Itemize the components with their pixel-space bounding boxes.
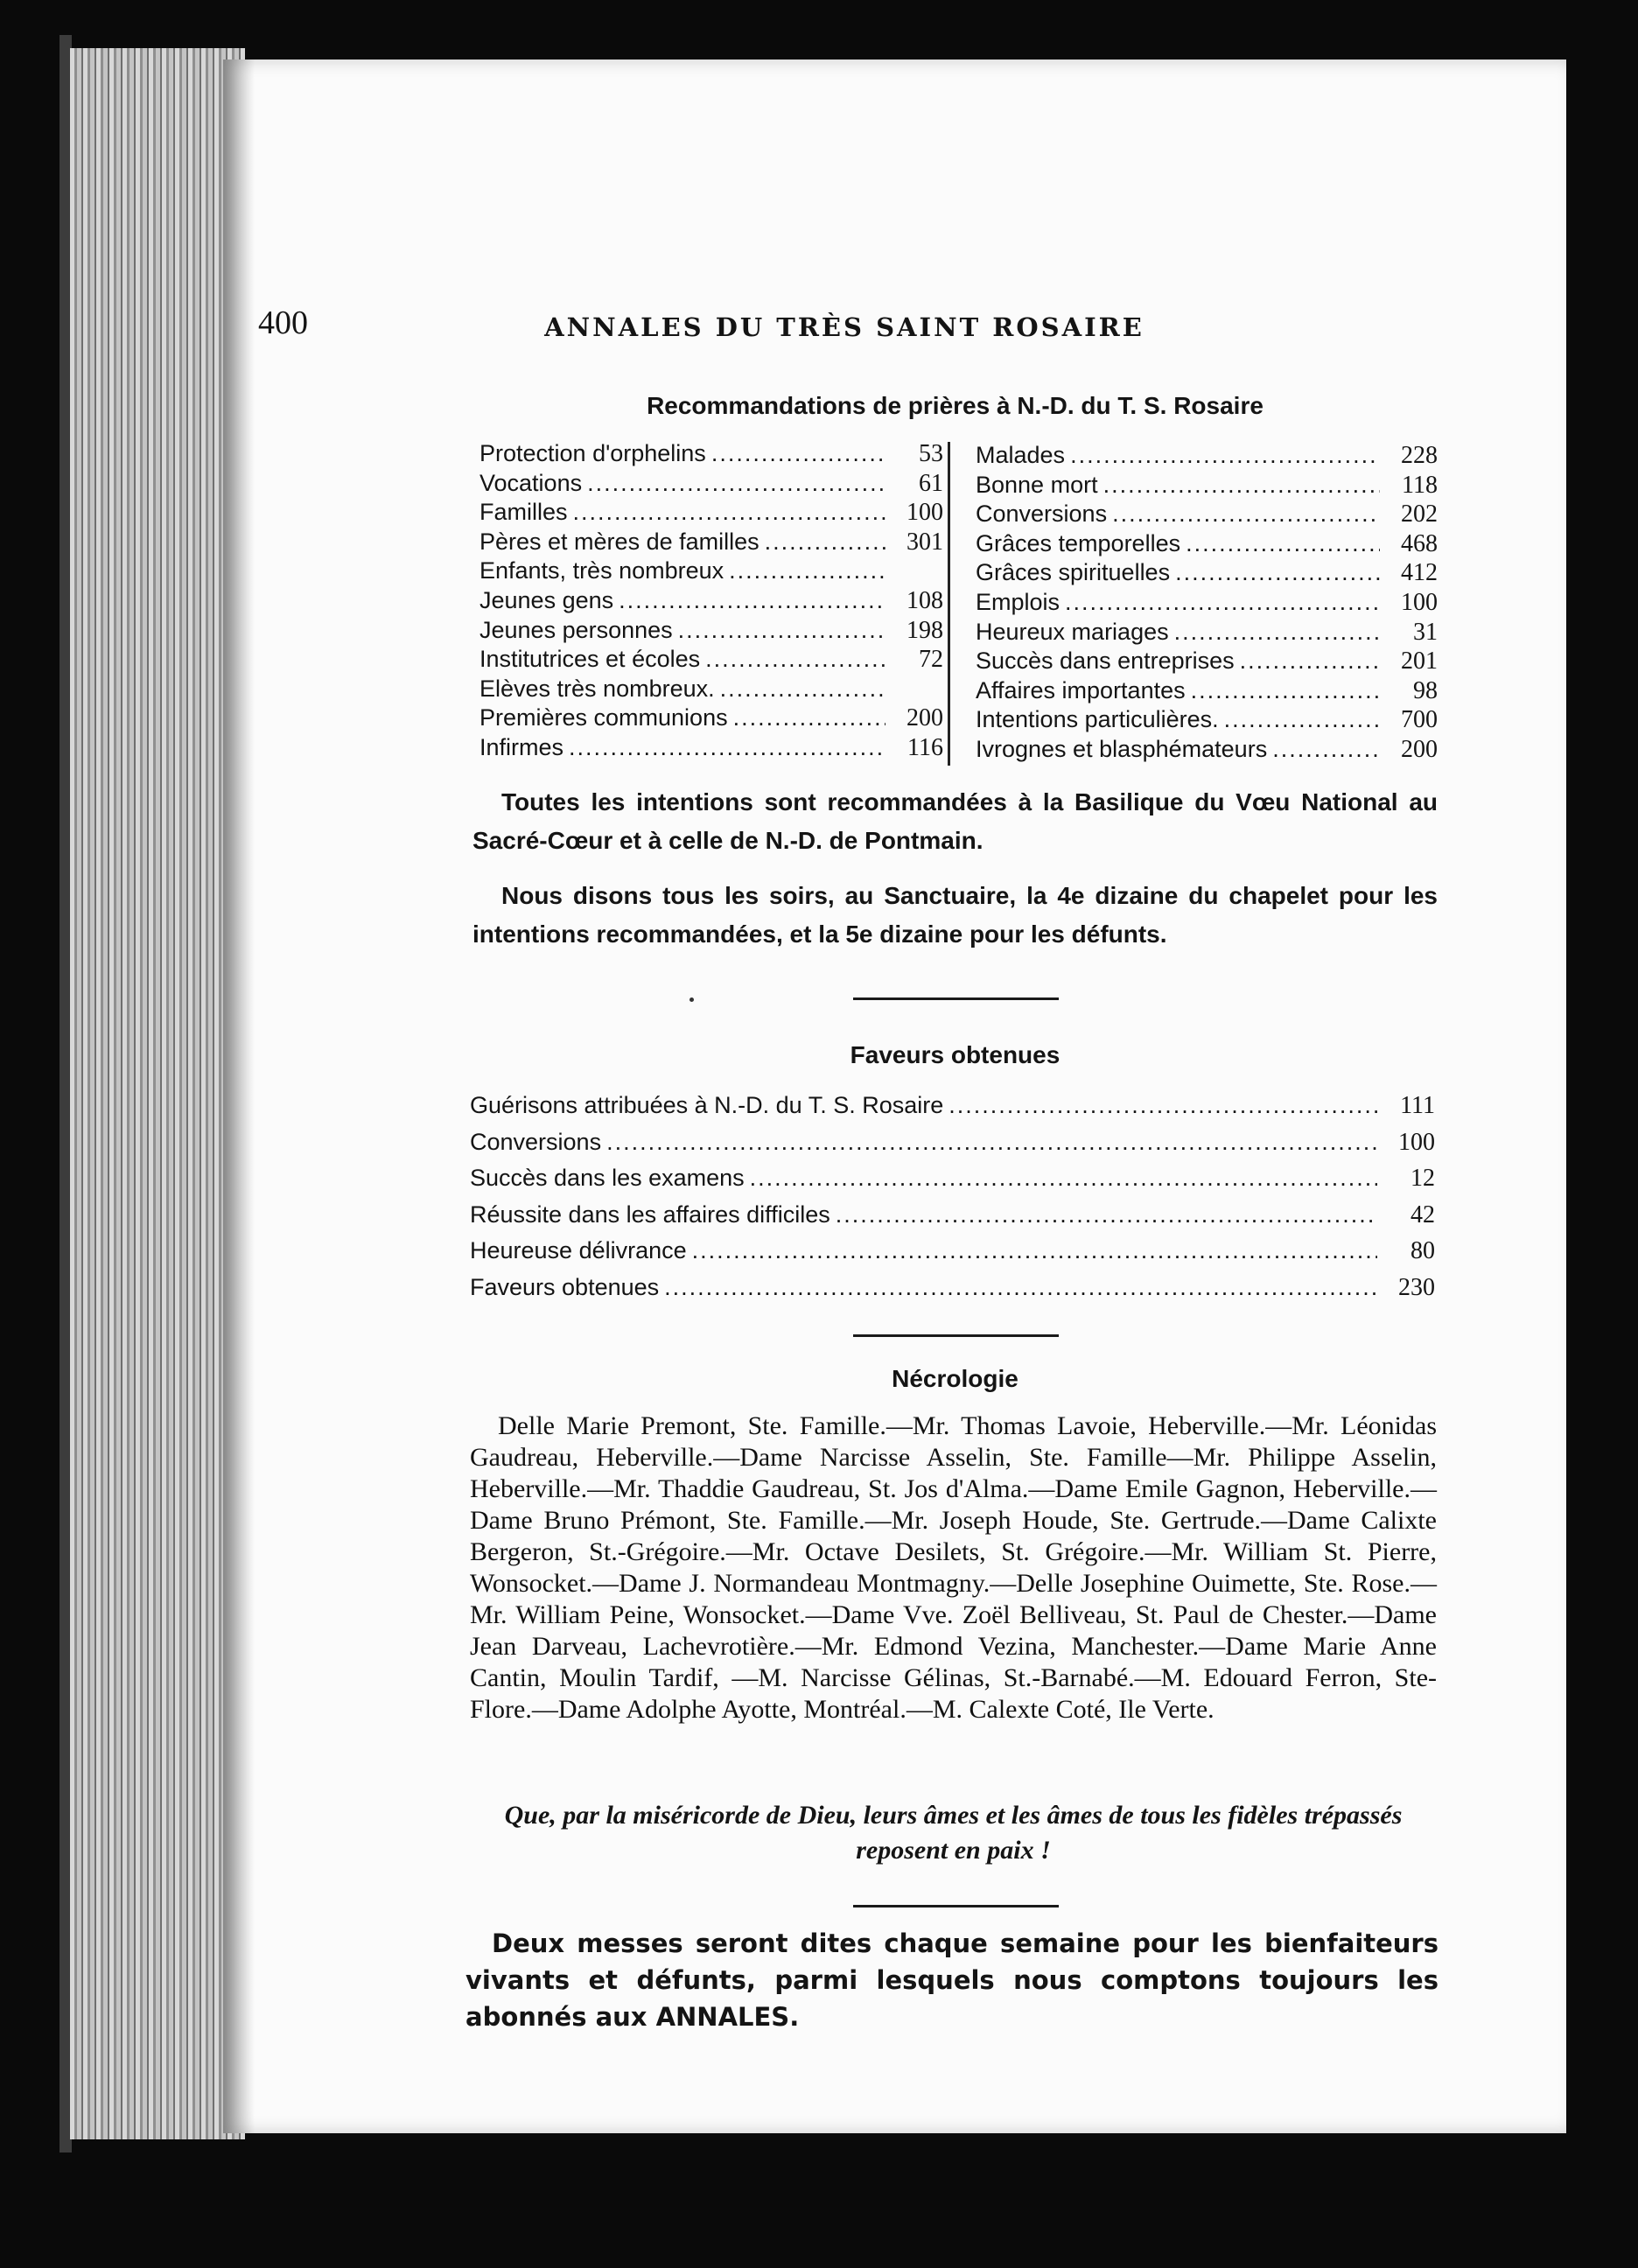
section-rule [853,1334,1059,1337]
item-label: Malades [976,442,1066,468]
list-item [976,559,1438,589]
item-count: 108 [906,586,943,614]
item-count: 80 [1410,1237,1435,1264]
list-item [976,677,1438,707]
item-label: Guérisons attribuées à N.-D. du T. S. Rosaire [470,1092,944,1118]
item-count: 42 [1410,1200,1435,1228]
item-count: 111 [1400,1092,1435,1119]
list-item [470,1201,1435,1238]
list-item [976,500,1438,530]
leader-dots [1240,648,1380,675]
item-label: Conversions [976,500,1108,528]
list-item [470,1165,1435,1201]
item-count: 200 [1401,735,1438,763]
item-label: Vocations [480,469,583,496]
item-label: Intentions particulières. [976,706,1219,733]
list-item [480,676,943,705]
item-label: Premières communions [480,704,728,732]
item-label: Ivrognes et blasphémateurs [976,735,1268,762]
item-label: Bonne mort [976,471,1098,498]
list-item [480,617,943,647]
item-count: 412 [1401,559,1438,587]
item-count: 200 [906,704,943,732]
leader-dots [729,557,886,584]
closing-prayer: Que, par la miséricorde de Dieu, leurs âmes et les âmes de tous les fidèles trépassés reposent en paix ! [504,1801,1403,1865]
item-count: 53 [919,440,943,467]
page-shadow [223,60,255,2133]
leader-dots [733,704,886,732]
book-page-edges [70,48,245,2139]
leader-dots [664,1274,1377,1301]
leader-dots [1065,589,1380,616]
item-label: Succès dans entreprises [976,648,1235,675]
item-count: 12 [1410,1165,1435,1192]
item-count: 61 [919,469,943,497]
leader-dots [1272,736,1380,763]
list-item [480,646,943,676]
item-label: Affaires importantes [976,676,1186,704]
leader-dots [619,587,886,614]
item-label: Protection d'orphelins [480,440,706,466]
list-item [976,619,1438,648]
recommandations-right-column [976,442,1438,766]
item-label: Conversions [470,1128,602,1155]
leader-dots [1103,472,1380,499]
item-count: 118 [1402,471,1438,499]
item-label: Infirmes [480,733,564,760]
leader-dots [705,646,886,673]
leader-dots [720,676,886,703]
leader-dots [1174,619,1380,646]
item-count: 202 [1401,500,1438,528]
leader-dots [1070,442,1380,469]
leader-dots [836,1201,1377,1228]
leader-dots [692,1237,1377,1264]
item-count: 31 [1413,618,1438,646]
item-count: 100 [906,499,943,527]
list-item [480,470,943,500]
leader-dots [711,440,886,467]
page-number: 400 [258,304,308,341]
item-count: 230 [1398,1273,1435,1301]
faveurs-list [470,1092,1435,1310]
item-count: 100 [1401,588,1438,616]
item-label: Enfants, très nombreux [480,557,724,584]
item-label: Heureuse délivrance [470,1237,687,1264]
leader-dots [948,1092,1377,1119]
item-count: 700 [1401,706,1438,734]
item-count: 72 [919,646,943,674]
list-item [480,440,943,470]
item-label: Elèves très nombreux. [480,675,715,702]
list-item [470,1237,1435,1274]
item-count: 468 [1401,529,1438,557]
recommandations-title: Recommandations de prières à N.-D. du T. S. Rosaire [647,392,1264,419]
item-label: Succès dans les examens [470,1165,745,1191]
leader-dots [678,617,886,644]
section-rule [853,1905,1059,1908]
item-count: 98 [1413,676,1438,704]
leader-dots [765,528,886,556]
footer-note: Deux messes seront dites chaque semaine pour les bienfaiteurs vivants et défunts, parmi lesquels nous comptons toujours les abonnés aux ANNALES. [466,1928,1438,2032]
leader-dots [1224,706,1380,733]
item-label: Jeunes gens [480,586,614,613]
faveurs-title: Faveurs obtenues [850,1041,1060,1068]
item-label: Grâces temporelles [976,529,1181,556]
list-item [470,1092,1435,1129]
item-label: Jeunes personnes [480,616,673,643]
leader-dots [606,1129,1377,1156]
item-count: 116 [907,733,943,761]
list-item [976,648,1438,677]
leader-dots [750,1165,1377,1192]
item-count: 301 [906,528,943,556]
leader-dots [573,499,886,526]
recommandations-left-column [480,440,943,764]
leader-dots [1191,677,1380,704]
leader-dots [1186,530,1380,557]
chapelet-paragraph: Nous disons tous les soirs, au Sanctuaire, la 4e dizaine du chapelet pour les intentions recommandées, et la 5e dizaine pour les défunts. [472,882,1438,948]
leader-dots [569,734,886,761]
page-header [258,302,1431,354]
list-item [480,704,943,734]
list-item [976,442,1438,472]
list-item [480,557,943,587]
list-item [470,1274,1435,1311]
leader-dots [1112,500,1380,528]
intentions-paragraph: Toutes les intentions sont recommandées à la Basilique du Vœu National au Sacré-Cœur et à celle de N.-D. de Pontmain. [472,788,1438,854]
list-item [480,587,943,617]
stray-mark [690,998,694,1002]
list-item [480,499,943,528]
section-rule [853,998,1059,1000]
item-label: Grâces spirituelles [976,559,1171,586]
necrologie-text: Delle Marie Premont, Ste. Famille.—Mr. Thomas Lavoie, Heberville.—Mr. Léonidas Gaudreau, Heberville.—Dame Narcisse Asselin, Ste. Famille—Mr. Philippe Asselin, Heberville.—Mr. Thaddie Gaudreau, St. Jos d'Alma.—Dame Emile Gagnon, Heberville.—Dame Bruno Prémont, Ste. Famille.—Mr. Joseph Houde, Ste. Gertrude.—Dame Calixte Bergeron, St.-Grégoire.—Mr. Octave Desilets, St. Grégoire.—Mr. William St. Pierre, Wonsocket.—Dame J. Normandeau Montmagny.—Delle Josephine Ouimette, Ste. Rose.—Mr. William Peine, Wonsocket.—Dame Vve. Zoël Belliveau, St. Paul de Chester.—Dame Jean Darveau, Lachevrotière.—Mr. Edmond Vezina, Manchester.—Dame Marie Anne Cantin, Moulin Tardif, —M. Narcisse Gélinas, St.-Barnabé.—M. Edouard Ferron, Ste-Flore.—Dame Adolphe Ayotte, Montréal.—M. Calexte Coté, Ile Verte. [470,1411,1437,1724]
item-label: Pères et mères de familles [480,528,760,555]
item-label: Heureux mariages [976,618,1169,645]
list-item [480,528,943,558]
item-label: Réussite dans les affaires difficiles [470,1200,830,1228]
list-item [976,706,1438,736]
item-label: Institutrices et écoles [480,646,701,673]
item-count: 228 [1401,442,1438,469]
item-label: Familles [480,499,568,526]
leader-dots [587,470,886,497]
item-label: Faveurs obtenues [470,1273,660,1300]
list-item [480,734,943,764]
item-count: 198 [906,616,943,644]
list-item [976,589,1438,619]
item-count: 100 [1398,1128,1435,1156]
list-item [976,736,1438,766]
column-divider [948,442,950,766]
item-label: Emplois [976,588,1060,615]
leader-dots [1175,559,1380,586]
item-count: 201 [1401,648,1438,676]
running-title: ANNALES DU TRÈS SAINT ROSAIRE [544,312,1144,342]
list-item [976,530,1438,560]
list-item [976,472,1438,501]
necrologie-title: Nécrologie [892,1365,1018,1392]
list-item [470,1129,1435,1166]
